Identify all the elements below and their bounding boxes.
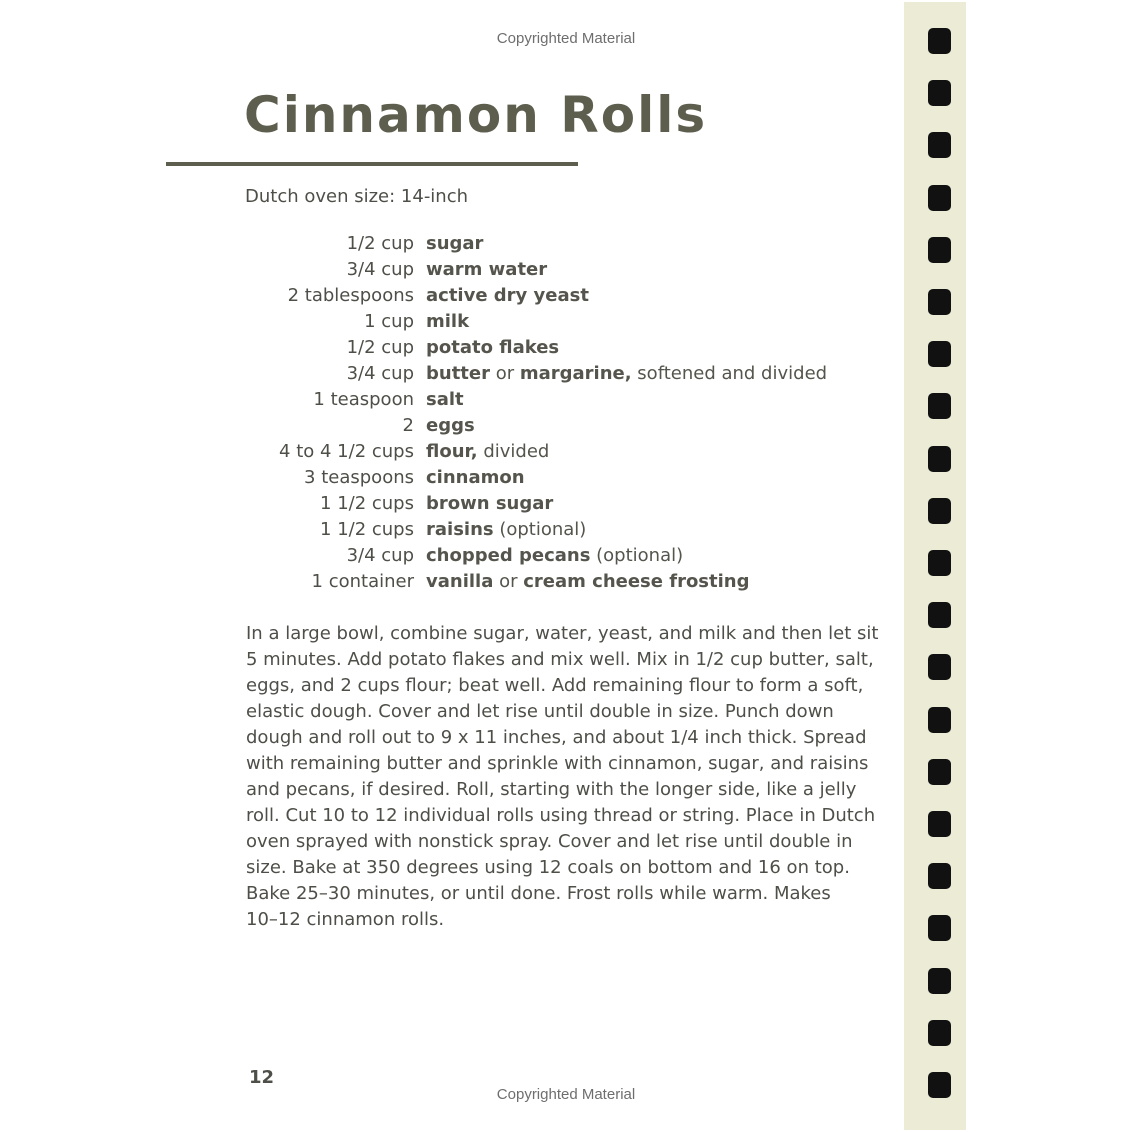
ingredient-name [426,309,469,335]
ingredient-name [426,387,464,413]
ingredient-name [426,439,549,465]
binding-hole [928,132,951,158]
binding-hole [928,28,951,54]
ingredient-row [160,283,840,309]
binding-hole [928,185,951,211]
binding-hole [928,237,951,263]
directions-line: roll. Cut 10 to 12 individual rolls using thread or string. Place in Dutch [246,805,876,826]
binding-hole [928,759,951,785]
ingredient-name [426,517,586,543]
ingredient-quantity: 2 [402,415,414,436]
ingredient-name-bold: chopped pecans [426,545,591,566]
spiral-binding [904,2,966,1130]
directions-line: with remaining butter and sprinkle with cinnamon, sugar, and raisins [246,753,869,774]
ingredient-note: or [490,363,520,384]
binding-hole [928,289,951,315]
binding-hole [928,1072,951,1098]
ingredient-name [426,361,827,387]
page-number: 12 [249,1067,275,1088]
ingredient-name [426,491,553,517]
ingredient-quantity: 1 1/2 cups [320,519,414,540]
ingredient-row [160,491,840,517]
ingredient-name-bold: butter [426,363,490,384]
directions-line: dough and roll out to 9 x 11 inches, and about 1/4 inch thick. Spread [246,727,867,748]
ingredient-quantity: 2 tablespoons [287,285,414,306]
directions-line: elastic dough. Cover and let rise until double in size. Punch down [246,701,834,722]
ingredient-quantity: 4 to 4 1/2 cups [279,441,414,462]
binding-hole [928,446,951,472]
title-underline [166,162,578,166]
ingredient-row [160,257,840,283]
ingredient-name-bold: milk [426,311,470,332]
ingredient-note: (optional) [493,519,587,540]
ingredient-quantity: 3 teaspoons [304,467,414,488]
ingredient-quantity: 1 cup [364,311,414,332]
ingredient-row [160,517,840,543]
binding-hole [928,968,951,994]
ingredient-row [160,543,840,569]
ingredient-quantity: 3/4 cup [346,545,414,566]
ingredient-name-bold: sugar [426,233,484,254]
binding-hole [928,80,951,106]
ingredient-row [160,569,840,595]
ingredient-name-bold: warm water [426,259,548,280]
ingredient-name-bold: eggs [426,415,475,436]
ingredient-name [426,413,475,439]
recipe-title: Cinnamon Rolls [244,86,708,144]
directions-paragraph [246,621,879,933]
ingredient-quantity: 3/4 cup [346,259,414,280]
ingredient-name-bold: cream cheese frosting [523,571,750,592]
ingredient-name-bold: vanilla [426,571,494,592]
binding-hole [928,915,951,941]
ingredient-name-bold: margarine, [519,363,632,384]
ingredient-name-bold: active dry yeast [426,285,589,306]
binding-hole [928,602,951,628]
ingredient-row [160,387,840,413]
dutch-oven-size: Dutch oven size: 14-inch [245,186,469,207]
ingredient-name [426,465,525,491]
ingredient-name-bold: brown sugar [426,493,554,514]
watermark-bottom: Copyrighted Material [496,1086,636,1103]
ingredient-note: or [493,571,524,592]
ingredient-note: divided [477,441,550,462]
ingredient-quantity: 1 container [311,571,414,592]
ingredient-row [160,361,840,387]
ingredient-list [160,231,840,595]
binding-hole [928,863,951,889]
directions-line: Bake 25–30 minutes, or until done. Frost rolls while warm. Makes [246,883,831,904]
ingredient-name [426,283,589,309]
ingredient-name [426,231,483,257]
binding-hole [928,341,951,367]
ingredient-row [160,231,840,257]
binding-hole [928,811,951,837]
ingredient-name-bold: cinnamon [426,467,525,488]
binding-hole [928,1020,951,1046]
ingredient-row [160,335,840,361]
ingredient-quantity: 1 teaspoon [313,389,414,410]
binding-hole [928,498,951,524]
ingredient-name [426,335,559,361]
ingredient-name [426,543,683,569]
ingredient-name [426,257,547,283]
ingredient-note: (optional) [590,545,684,566]
ingredient-row [160,439,840,465]
ingredient-name-bold: flour, [426,441,478,462]
ingredient-quantity: 3/4 cup [346,363,414,384]
ingredient-name-bold: potato flakes [426,337,560,358]
ingredient-quantity: 1 1/2 cups [320,493,414,514]
directions-line: eggs, and 2 cups flour; beat well. Add remaining flour to form a soft, [246,675,864,696]
binding-hole [928,707,951,733]
ingredient-name-bold: raisins [426,519,494,540]
directions-line: In a large bowl, combine sugar, water, yeast, and milk and then let sit [246,623,879,644]
directions-line: oven sprayed with nonstick spray. Cover and let rise until double in [246,831,853,852]
ingredient-quantity: 1/2 cup [346,337,414,358]
ingredient-name [426,569,750,595]
watermark-top: Copyrighted Material [496,30,636,47]
directions-line: 10–12 cinnamon rolls. [246,909,445,930]
binding-hole [928,550,951,576]
directions-line: 5 minutes. Add potato flakes and mix well. Mix in 1/2 cup butter, salt, [246,649,874,670]
binding-hole [928,654,951,680]
directions-line: and pecans, if desired. Roll, starting with the longer side, like a jelly [246,779,857,800]
ingredient-name-bold: salt [426,389,464,410]
ingredient-row [160,309,840,335]
binding-hole [928,393,951,419]
ingredient-row [160,465,840,491]
directions-line: size. Bake at 350 degrees using 12 coals on bottom and 16 on top. [246,857,850,878]
ingredient-note: softened and divided [631,363,828,384]
ingredient-quantity: 1/2 cup [346,233,414,254]
ingredient-row [160,413,840,439]
